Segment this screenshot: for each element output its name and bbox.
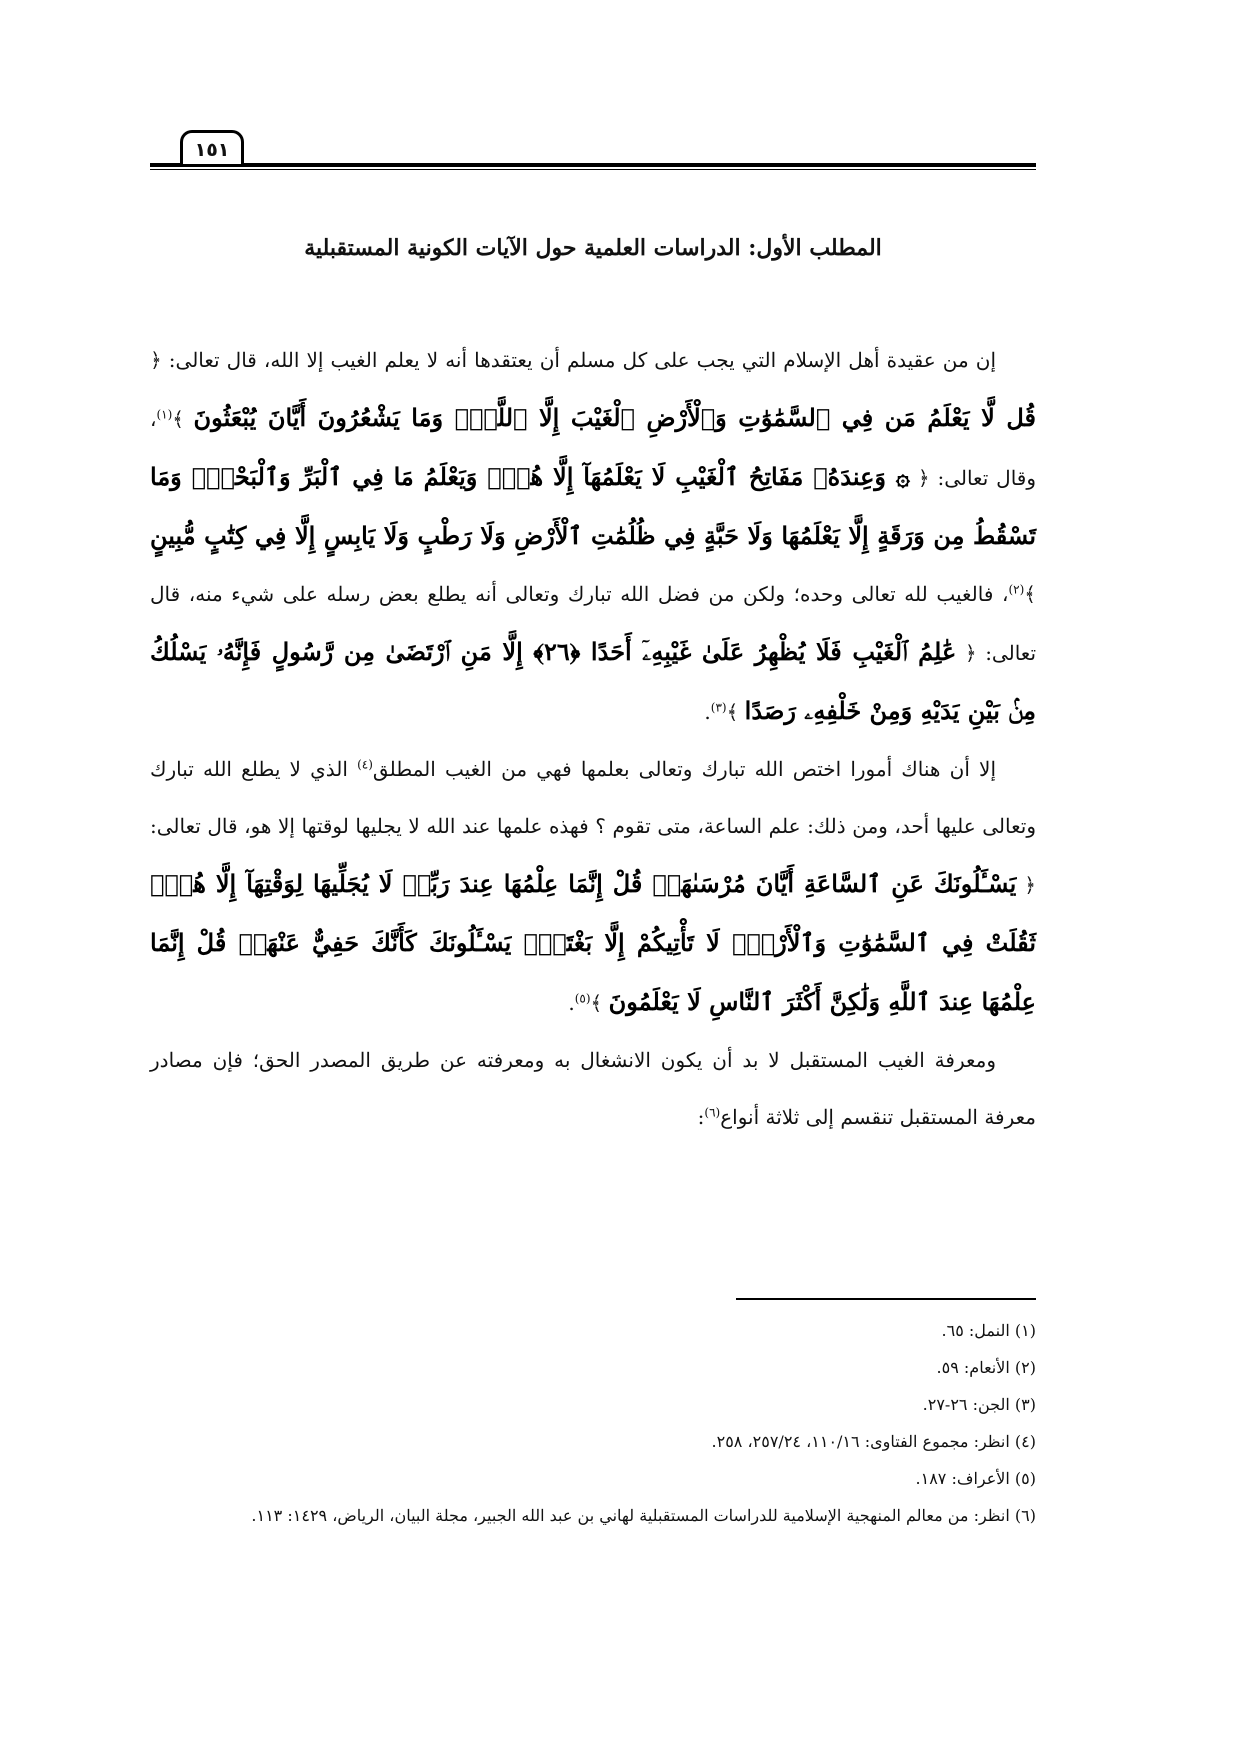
page-header bbox=[150, 130, 1036, 170]
footnote-item: (٥) الأعراف: ١٨٧. bbox=[915, 1469, 1036, 1488]
header-rule-thin bbox=[150, 169, 1036, 170]
text-span: إلا أن هناك أمورا اختص الله تبارك وتعالى بعلمها فهي من الغيب المطلق bbox=[372, 757, 996, 781]
footnote-ref[interactable]: (٥) bbox=[574, 991, 591, 1006]
footnotes-list bbox=[150, 1312, 1036, 1534]
verse-close-bracket: ﴾ bbox=[726, 700, 739, 724]
text-span: : bbox=[697, 1105, 705, 1129]
verse-open-bracket: ﴿ bbox=[964, 641, 977, 665]
footnote-ref[interactable]: (٣) bbox=[710, 700, 727, 715]
verse-close-bracket: ﴾ bbox=[590, 991, 603, 1015]
quran-verse: عَٰلِمُ ٱلْغَيْبِ فَلَا يُظْهِرُ عَلَىٰ غَيْبِهِۦٓ أَحَدًا ﴿٢٦﴾ إِلَّا مَنِ ٱرْتَضَىٰ مِن رَّسُولٍ فَإِنَّهُۥ يَسْلُكُ مِنۢ بَيْنِ يَدَيْهِ وَمِنْ خَلْفِهِۦ رَصَدًا bbox=[150, 637, 1036, 725]
text-span: إن من عقيدة أهل الإسلام التي يجب على كل مسلم أن يعتقدها أنه لا يعلم الغيب إلا الله، قال تعالى: bbox=[161, 348, 996, 372]
text-span: ، وقال تعالى: bbox=[150, 407, 1037, 490]
quran-verse: قُل لَّا يَعْلَمُ مَن فِي ٱلسَّمَٰوَٰتِ وَٱلْأَرْضِ ٱلْغَيْبَ إِلَّا ٱللَّهُۚ وَمَا يَشْعُرُونَ أَيَّانَ يُبْعَثُونَ bbox=[193, 403, 1036, 432]
footnote-ref[interactable]: (٦) bbox=[704, 1105, 721, 1120]
footnote-ref[interactable]: (٢) bbox=[1008, 582, 1025, 597]
footnote-item: (٦) انظر: من معالم المنهجية الإسلامية للدراسات المستقبلية لهاني بن عبد الله الجبير، مجلة البيان، الرياض، ١٤٢٩: ١١٣. bbox=[251, 1506, 1036, 1525]
paragraph-1 bbox=[150, 332, 1036, 741]
footnote-ref[interactable]: (٤) bbox=[357, 757, 373, 772]
verse-open-bracket: ﴿ bbox=[1024, 873, 1037, 897]
footnote-item: (٢) الأنعام: ٥٩. bbox=[936, 1358, 1036, 1377]
footnote-item: (١) النمل: ٦٥. bbox=[941, 1321, 1036, 1340]
text-span: الذي لا يطلع الله تبارك وتعالى عليها أحد، ومن ذلك: علم الساعة، متى تقوم ؟ فهذه علمها عند الله لا يجليها لوقتها إلا هو، قال تعالى: bbox=[150, 757, 1036, 838]
body-text bbox=[150, 332, 1036, 1146]
verse-close-bracket: ﴾ bbox=[172, 407, 185, 431]
paragraph-2 bbox=[150, 741, 1036, 1032]
verse-open-bracket: ﴿ bbox=[917, 466, 930, 490]
footnote-item: (٣) الجن: ٢٦-٢٧. bbox=[922, 1395, 1036, 1414]
verse-close-bracket: ﴾ bbox=[1024, 582, 1037, 606]
paragraph-3 bbox=[150, 1032, 1036, 1146]
footnote-item: (٤) انظر: مجموع الفتاوى: ١١٠/١٦، ٢٥٧/٢٤، ٢٥٨. bbox=[711, 1432, 1036, 1451]
footnote-ref[interactable]: (١) bbox=[156, 407, 173, 422]
quran-verse: ۞ وَعِندَهُۥ مَفَاتِحُ ٱلْغَيْبِ لَا يَعْلَمُهَآ إِلَّا هُوَۚ وَيَعْلَمُ مَا فِي ٱلْبَرِّ وَٱلْبَحْرِۚ وَمَا تَسْقُطُ مِن وَرَقَةٍ إِلَّا يَعْلَمُهَا وَلَا حَبَّةٍ فِي ظُلُمَٰتِ ٱلْأَرْضِ وَلَا رَطْبٍ وَلَا يَابِسٍ إِلَّا فِي كِتَٰبٍ مُّبِينٍ bbox=[150, 462, 1036, 550]
section-title: المطلب الأول: الدراسات العلمية حول الآيات الكونية المستقبلية bbox=[304, 235, 882, 261]
text-span: . bbox=[704, 700, 711, 724]
text-span: ومعرفة الغيب المستقبل لا بد أن يكون الانشغال به ومعرفته عن طريق المصدر الحق؛ فإن مصادر معرفة المستقبل تنقسم إلى ثلاثة أنواع bbox=[150, 1048, 1036, 1129]
verse-open-bracket: ﴿ bbox=[150, 348, 162, 372]
footnote-divider bbox=[736, 1298, 1036, 1300]
header-rule bbox=[150, 163, 1036, 167]
text-span: ، فالغيب لله تعالى وحده؛ ولكن من فضل الله تبارك وتعالى أنه يطلع بعض رسله على شيء منه، قال تعالى: bbox=[150, 582, 1037, 665]
text-span: . bbox=[568, 991, 575, 1015]
quran-verse: يَسْـَٔلُونَكَ عَنِ ٱلسَّاعَةِ أَيَّانَ مُرْسَىٰهَاۖ قُلْ إِنَّمَا عِلْمُهَا عِندَ رَبِّيۖ لَا يُجَلِّيهَا لِوَقْتِهَآ إِلَّا هُوَۚ ثَقُلَتْ فِي ٱلسَّمَٰوَٰتِ وَٱلْأَرْضِۚ لَا تَأْتِيكُمْ إِلَّا بَغْتَةًۗ يَسْـَٔلُونَكَ كَأَنَّكَ حَفِيٌّ عَنْهَاۖ قُلْ إِنَّمَا عِلْمُهَا عِندَ ٱللَّهِ وَلَٰكِنَّ أَكْثَرَ ٱلنَّاسِ لَا يَعْلَمُونَ bbox=[150, 869, 1037, 1016]
page-number: ١٥١ bbox=[180, 130, 244, 164]
